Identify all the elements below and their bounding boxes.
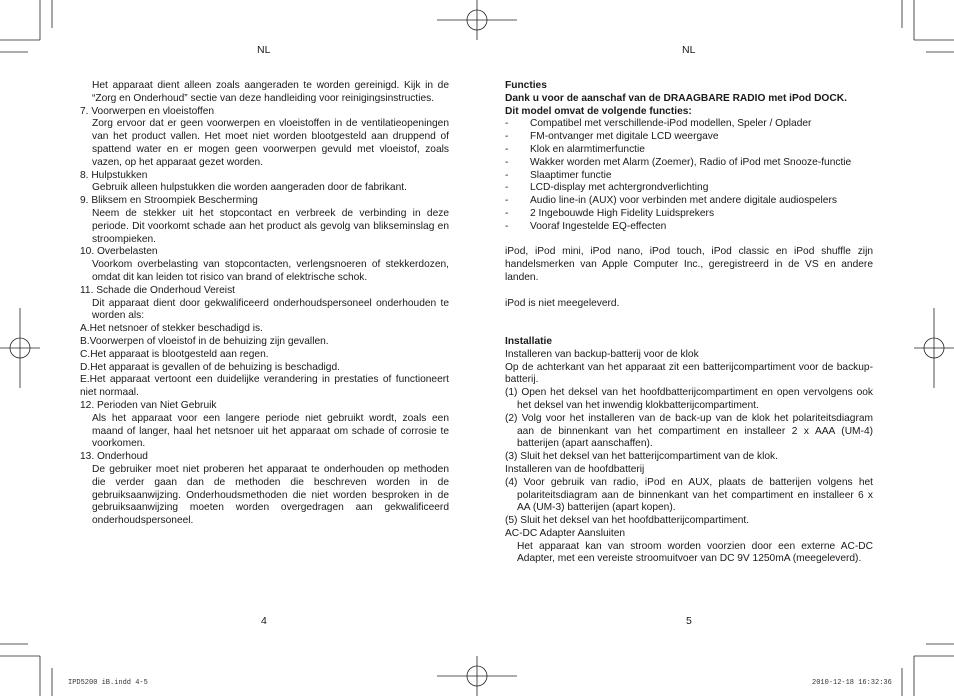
left-page-language: NL bbox=[257, 44, 271, 56]
right-page-number: 5 bbox=[686, 615, 692, 627]
right-column bbox=[505, 80, 873, 566]
feature-item: - Vooraf Ingestelde EQ-effecten bbox=[505, 220, 667, 232]
section-12-body: Als het apparaat voor een langere periode niet gebruikt wordt, zoals een maand of langer, haal het netsnoer uit het apparaat om schade of corrosie te voorkomen. bbox=[92, 412, 449, 450]
step-2: (2) Volg voor het installeren van de back-up van de klok het polariteitsdiagram aan de binnenkant van het compartiment en installeer 2 x AAA (UM-4) batterijen (apart aanschaffen). bbox=[505, 412, 873, 450]
functies-heading: Functies bbox=[505, 80, 547, 91]
section-11-title: 11. Schade die Onderhoud Vereist bbox=[80, 284, 235, 296]
backup-intro: Op de achterkant van het apparaat zit een batterijcompartiment voor de backup-batterij. bbox=[505, 361, 873, 386]
feature-item: - 2 Ingebouwde High Fidelity Luidsprekers bbox=[505, 207, 715, 219]
section-13-title: 13. Onderhoud bbox=[80, 451, 148, 463]
footer-timestamp: 2010-12-18 16:32:36 bbox=[812, 679, 892, 687]
section-12-title: 12. Perioden van Niet Gebruik bbox=[80, 399, 217, 411]
section-11-item-b: B.Voorwerpen of vloeistof in de behuizing zijn gevallen. bbox=[80, 335, 329, 347]
section-11-item-e: E.Het apparaat vertoont een duidelijke verandering in prestaties of functioneert niet normaal. bbox=[80, 374, 449, 399]
backup-battery-heading: Installeren van backup-batterij voor de klok bbox=[505, 348, 699, 360]
left-page-number: 4 bbox=[261, 615, 267, 627]
section-11-item-c: C.Het apparaat is blootgesteld aan regen. bbox=[80, 348, 269, 360]
section-9-title: 9. Bliksem en Stroompiek Bescherming bbox=[80, 195, 258, 207]
step-3: (3) Sluit het deksel van het batterijcompartiment van de klok. bbox=[505, 451, 778, 463]
section-7-title: 7. Voorwerpen en vloeistoffen bbox=[80, 105, 215, 117]
right-page-language: NL bbox=[682, 44, 696, 56]
features-heading: Dit model omvat de volgende functies: bbox=[505, 105, 692, 117]
section-11-item-d: D.Het apparaat is gevallen of de behuizing is beschadigd. bbox=[80, 361, 340, 373]
feature-item: - Klok en alarmtimerfunctie bbox=[505, 143, 645, 155]
installatie-heading: Installatie bbox=[505, 335, 552, 347]
footer-filename: IPD5200 iB.indd 4-5 bbox=[68, 679, 148, 687]
section-8-body: Gebruik alleen hulpstukken die worden aangeraden door de fabrikant. bbox=[92, 182, 407, 194]
feature-item: - Slaaptimer functie bbox=[505, 169, 612, 181]
feature-item: - Audio line-in (AUX) voor verbinden met andere digitale audiospelers bbox=[505, 195, 837, 207]
trademark-paragraph: iPod, iPod mini, iPod nano, iPod touch, iPod classic en iPod shuffle zijn handelsmerken van Apple Computer Inc., geregistreerd in de VS en andere landen. bbox=[505, 246, 873, 283]
feature-item: - Wakker worden met Alarm (Zoemer), Radio of iPod met Snooze-functie bbox=[505, 156, 852, 168]
main-battery-heading: Installeren van de hoofdbatterij bbox=[505, 463, 645, 475]
acdc-body: Het apparaat kan van stroom worden voorzien door een externe AC-DC Adapter, met een vereiste stroomuitvoer van DC 9V 1250mA (meegeleverd). bbox=[517, 540, 873, 565]
section-9-body: Neem de stekker uit het stopcontact en verbreek de verbinding in deze periode. Dit voorkomt schade aan het product als gevolg van blikseminslag en stroompieken. bbox=[92, 207, 449, 245]
feature-item: - LCD-display met achtergrondverlichting bbox=[505, 182, 709, 194]
section-10-title: 10. Overbelasten bbox=[80, 246, 158, 258]
feature-item: - FM-ontvanger met digitale LCD weergave bbox=[505, 131, 719, 143]
section-11-body: Dit apparaat dient door gekwalificeerd onderhoudspersoneel onderhouden te worden als: bbox=[92, 297, 449, 322]
section-13-body: De gebruiker moet niet proberen het apparaat te onderhouden op methoden die verder gaan dan de methoden die beschreven worden in de gebruiksaanwijzing. Onderhoudsmethoden die niet worden besproken in de gebruiksaanwijzing moeten worden overgedragen aan gekwalificeerd onderhoudspersoneel. bbox=[92, 463, 449, 527]
section-11-item-a: A.Het netsnoer of stekker beschadigd is. bbox=[80, 323, 263, 335]
feature-item: - Compatibel met verschillende-iPod modellen, Speler / Oplader bbox=[505, 118, 812, 130]
step-4: (4) Voor gebruik van radio, iPod en AUX, plaats de batterijen volgens het polariteitsdiagram aan de binnenkant van het compartiment en installeer 6 x AA (UM-3) batterijen (apart kopen). bbox=[505, 476, 873, 514]
acdc-heading: AC-DC Adapter Aansluiten bbox=[505, 527, 626, 539]
section-8-title: 8. Hulpstukken bbox=[80, 169, 148, 181]
section-10-body: Voorkom overbelasting van stopcontacten, verlengsnoeren of stekkerdozen, omdat dit kan leiden tot risico van brand of elektrische schok. bbox=[92, 259, 449, 283]
step-5: (5) Sluit het deksel van het hoofdbatterijcompartiment. bbox=[505, 515, 750, 527]
step-1: (1) Open het deksel van het hoofdbatterijcompartiment en open vervolgens ook het deksel van het inwendig klokbatterijcompartiment. bbox=[505, 387, 873, 411]
left-column bbox=[80, 80, 449, 528]
thanks-paragraph: Dank u voor de aanschaf van de DRAAGBARE RADIO met iPod DOCK. bbox=[505, 92, 847, 104]
intro-paragraph: Het apparaat dient alleen zoals aangeraden te worden gereinigd. Kijk in de “Zorg en Onderhoud” sectie van deze handleiding voor reinigingsinstructies. bbox=[92, 80, 449, 104]
section-7-body: Zorg ervoor dat er geen voorwerpen en vloeistoffen in de ventilatieopeningen van het product vallen. Het moet niet worden blootgesteld aan druppend of spattend water en er mogen geen voorwerpen gevuld met vloeistof, zoals vazen, op het apparaat gezet worden. bbox=[92, 118, 449, 168]
not-included-note: iPod is niet meegeleverd. bbox=[505, 297, 620, 309]
